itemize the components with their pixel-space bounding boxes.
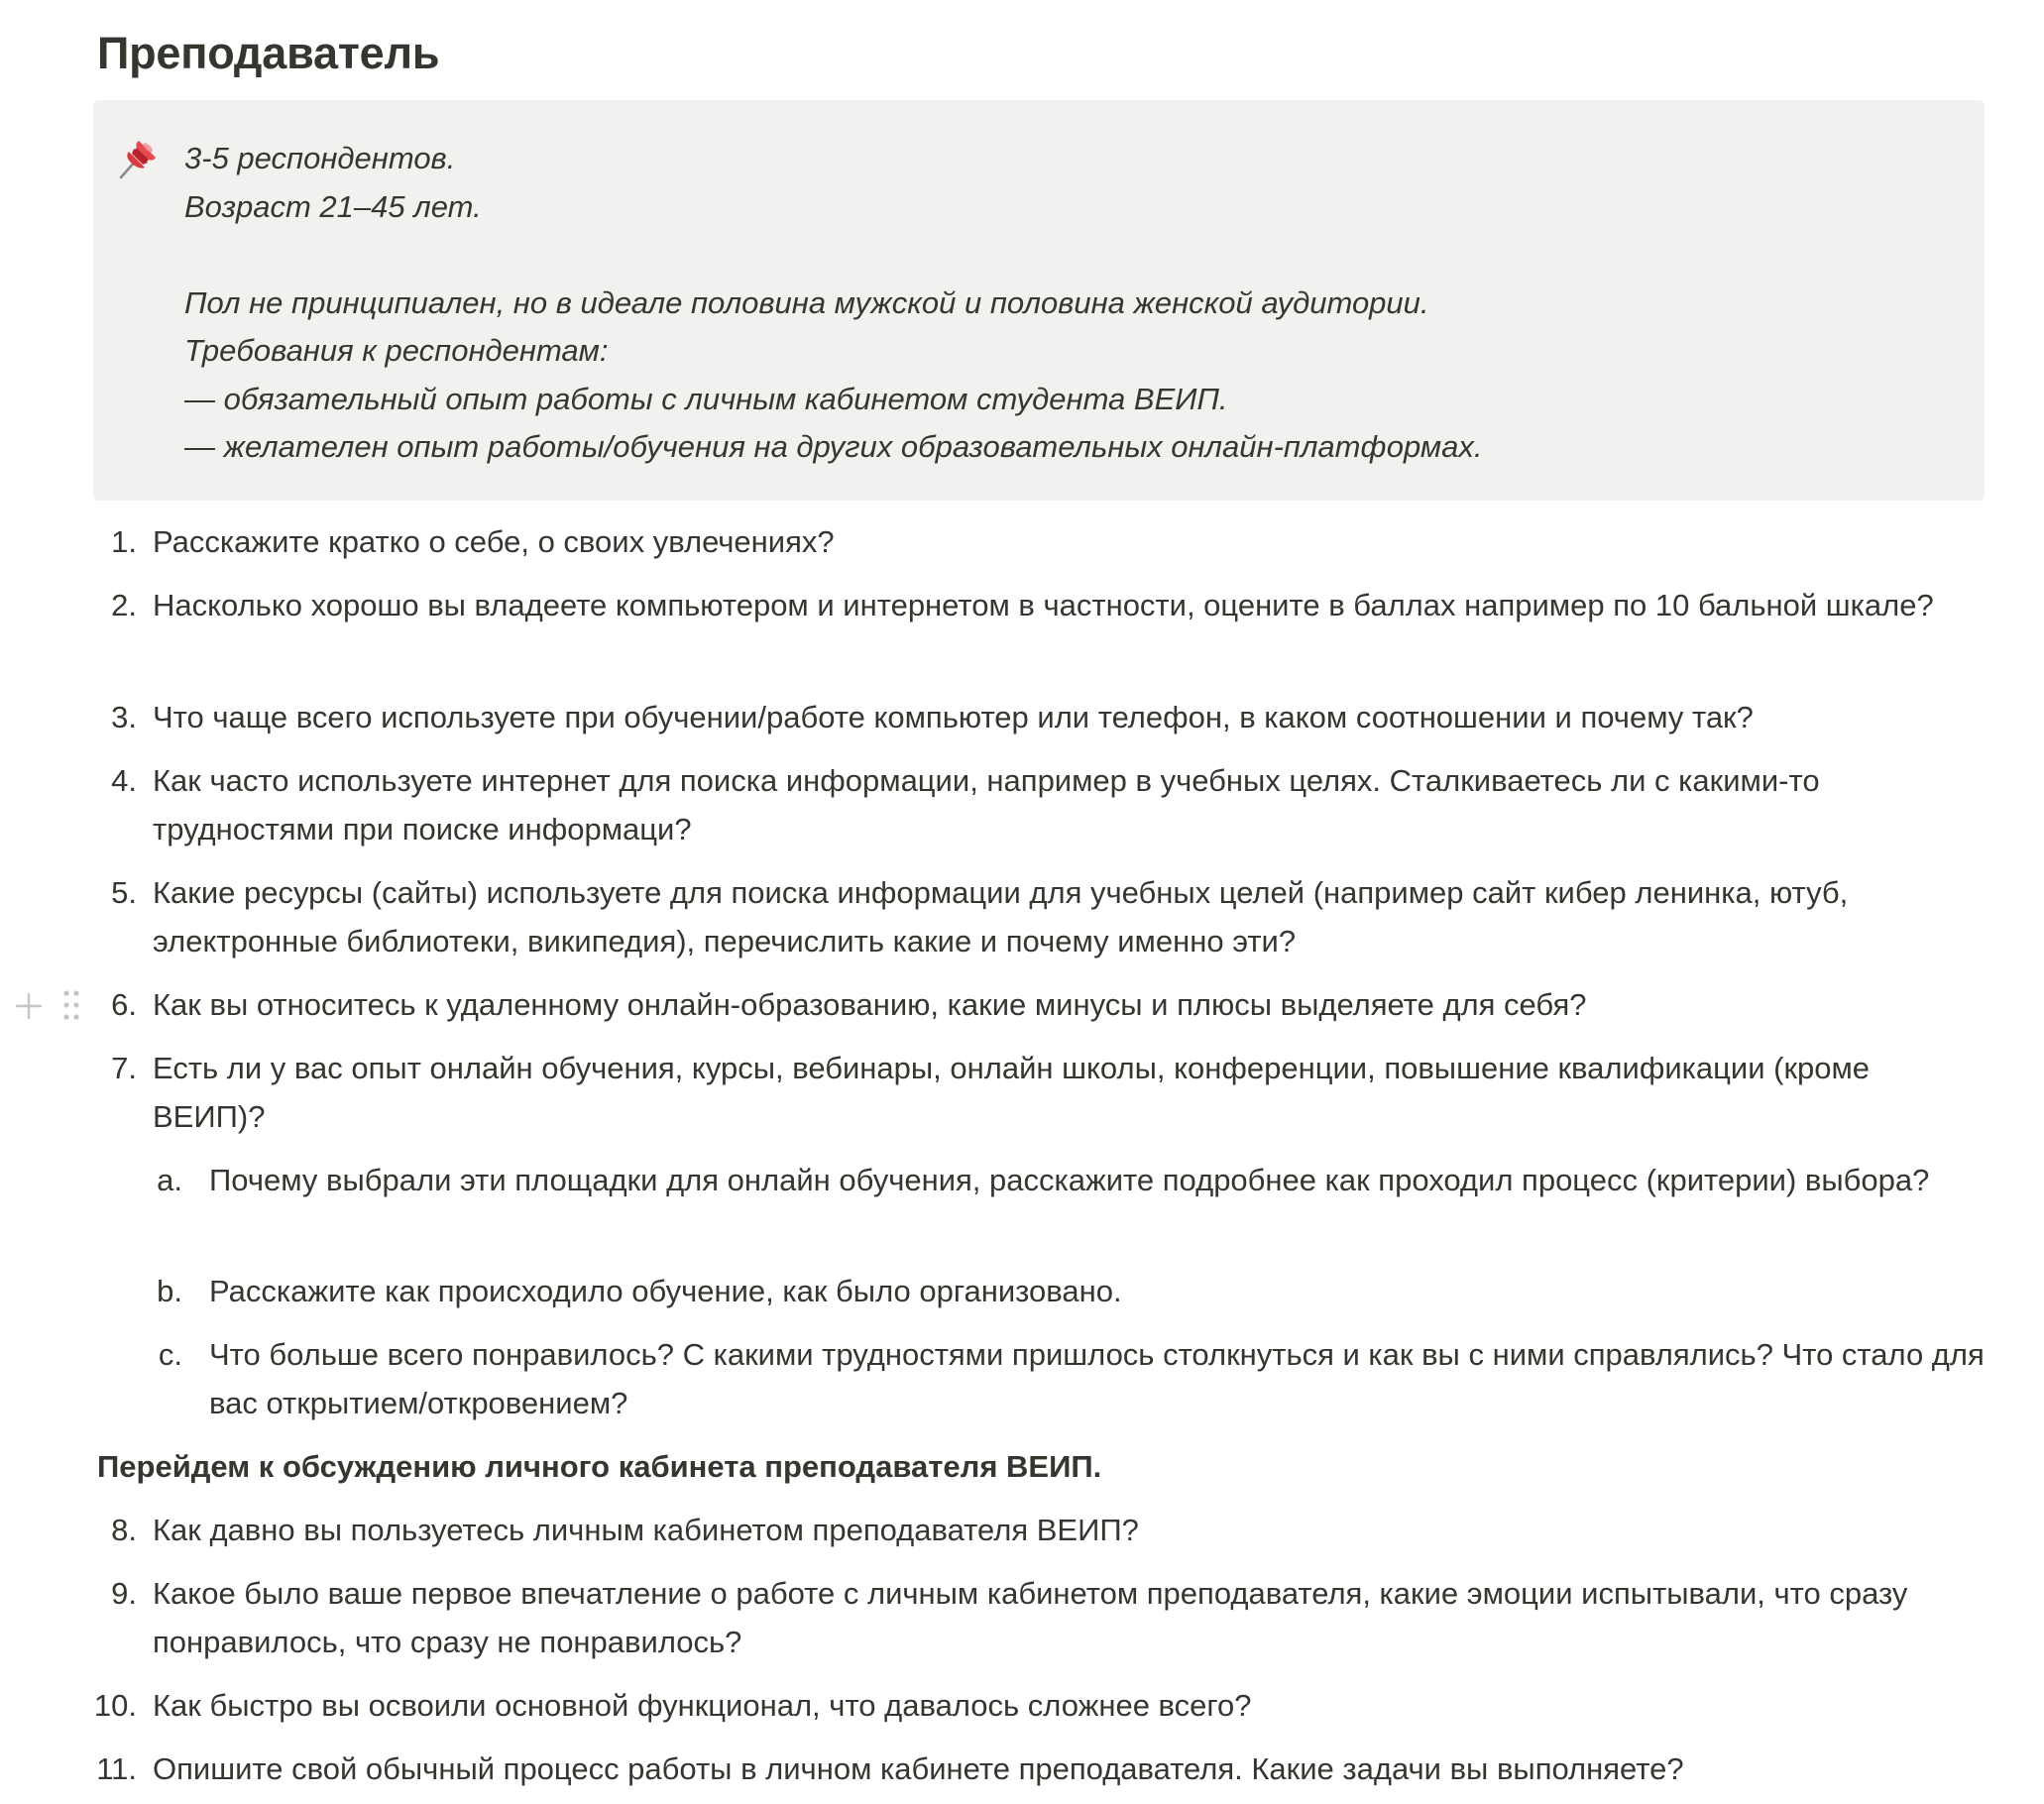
list-letter: c. [158, 1337, 182, 1372]
page-title[interactable]: Преподаватель [97, 28, 440, 78]
list-number: 11. [96, 1751, 137, 1786]
callout-empty-line [184, 231, 1482, 280]
list-item-text: Какое было ваше первое впечатление о работе с личным кабинетом преподавателя, какие эмоции испытывали, что сразу понравилось, что сразу не понравилось? [153, 1576, 1908, 1659]
list-item-text: Какие ресурсы (сайты) используете для поиска информации для учебных целей (например сайт кибер ленинка, ютуб, электронные библиотеки, википедия), перечислить какие и почему именно эти? [153, 875, 1849, 958]
callout-line: Возраст 21–45 лет. [184, 188, 482, 224]
plus-icon[interactable] [14, 991, 44, 1021]
list-item-text: Как часто используете интернет для поиска информации, например в учебных целях. Сталкиваетесь ли с какими-то трудностями при поиске информаци? [153, 763, 1820, 846]
callout-text[interactable] [184, 135, 1482, 472]
list-item-text: Почему выбрали эти площадки для онлайн обучения, расскажите подробнее как проходил процесс (критерии) выбора? [209, 1163, 1930, 1197]
list-number: 7. [111, 1051, 137, 1085]
list-item-text: Расскажите как происходило обучение, как было организовано. [209, 1274, 1122, 1308]
list-item-text: Насколько хорошо вы владеете компьютером и интернетом в частности, оцените в баллах например по 10 бальной шкале? [153, 588, 1934, 622]
list-number: 8. [111, 1513, 137, 1547]
list-item-text: Есть ли у вас опыт онлайн обучения, курсы, вебинары, онлайн школы, конференции, повышение квалификации (кроме ВЕИП)? [153, 1051, 1871, 1134]
list-item-text: Как быстро вы освоили основной функционал, что давалось сложнее всего? [153, 1688, 1252, 1723]
list-number: 10. [93, 1688, 137, 1723]
list-number: 9. [111, 1576, 137, 1611]
callout-line: — обязательный опыт работы с личным кабинетом студента ВЕИП. [184, 381, 1228, 416]
callout-line: Требования к респондентам: [184, 333, 609, 368]
callout-line: Пол не принципиален, но в идеале половина мужской и половина женской аудитории. [184, 284, 1429, 320]
list-item-text: Расскажите кратко о себе, о своих увлечениях? [153, 524, 835, 559]
list-number: 5. [111, 875, 137, 910]
list-letter: a. [157, 1163, 182, 1197]
list-number: 6. [111, 987, 137, 1022]
list-item-text: Как давно вы пользуетесь личным кабинетом преподавателя ВЕИП? [153, 1513, 1139, 1547]
list-number: 1. [111, 524, 137, 559]
list-item-text: Как вы относитесь к удаленному онлайн-образованию, какие минусы и плюсы выделяете для себя? [153, 987, 1587, 1022]
list-item-text: Опишите свой обычный процесс работы в личном кабинете преподавателя. Какие задачи вы выполняете? [153, 1751, 1684, 1786]
section-heading[interactable]: Перейдем к обсуждению личного кабинета преподавателя ВЕИП. [97, 1449, 1102, 1484]
drag-handle-icon[interactable] [61, 988, 81, 1022]
callout-line: — желателен опыт работы/обучения на других образовательных онлайн-платформах. [184, 429, 1483, 464]
list-item-text: Что больше всего понравилось? С какими трудностями пришлось столкнуться и как вы с ними справлялись? Что стало для вас открытием/откровением? [209, 1337, 1985, 1420]
callout-line: 3-5 респондентов. [184, 141, 456, 175]
list-item-text: Что чаще всего используете при обучении/работе компьютер или телефон, в каком соотношении и почему так? [153, 700, 1754, 734]
list-number: 3. [111, 700, 137, 734]
block-handles [14, 986, 83, 1026]
list-number: 4. [111, 763, 137, 798]
pushpin-icon[interactable] [117, 136, 161, 179]
callout-block[interactable] [93, 100, 1985, 501]
list-letter: b. [157, 1274, 182, 1308]
list-number: 2. [111, 588, 137, 622]
